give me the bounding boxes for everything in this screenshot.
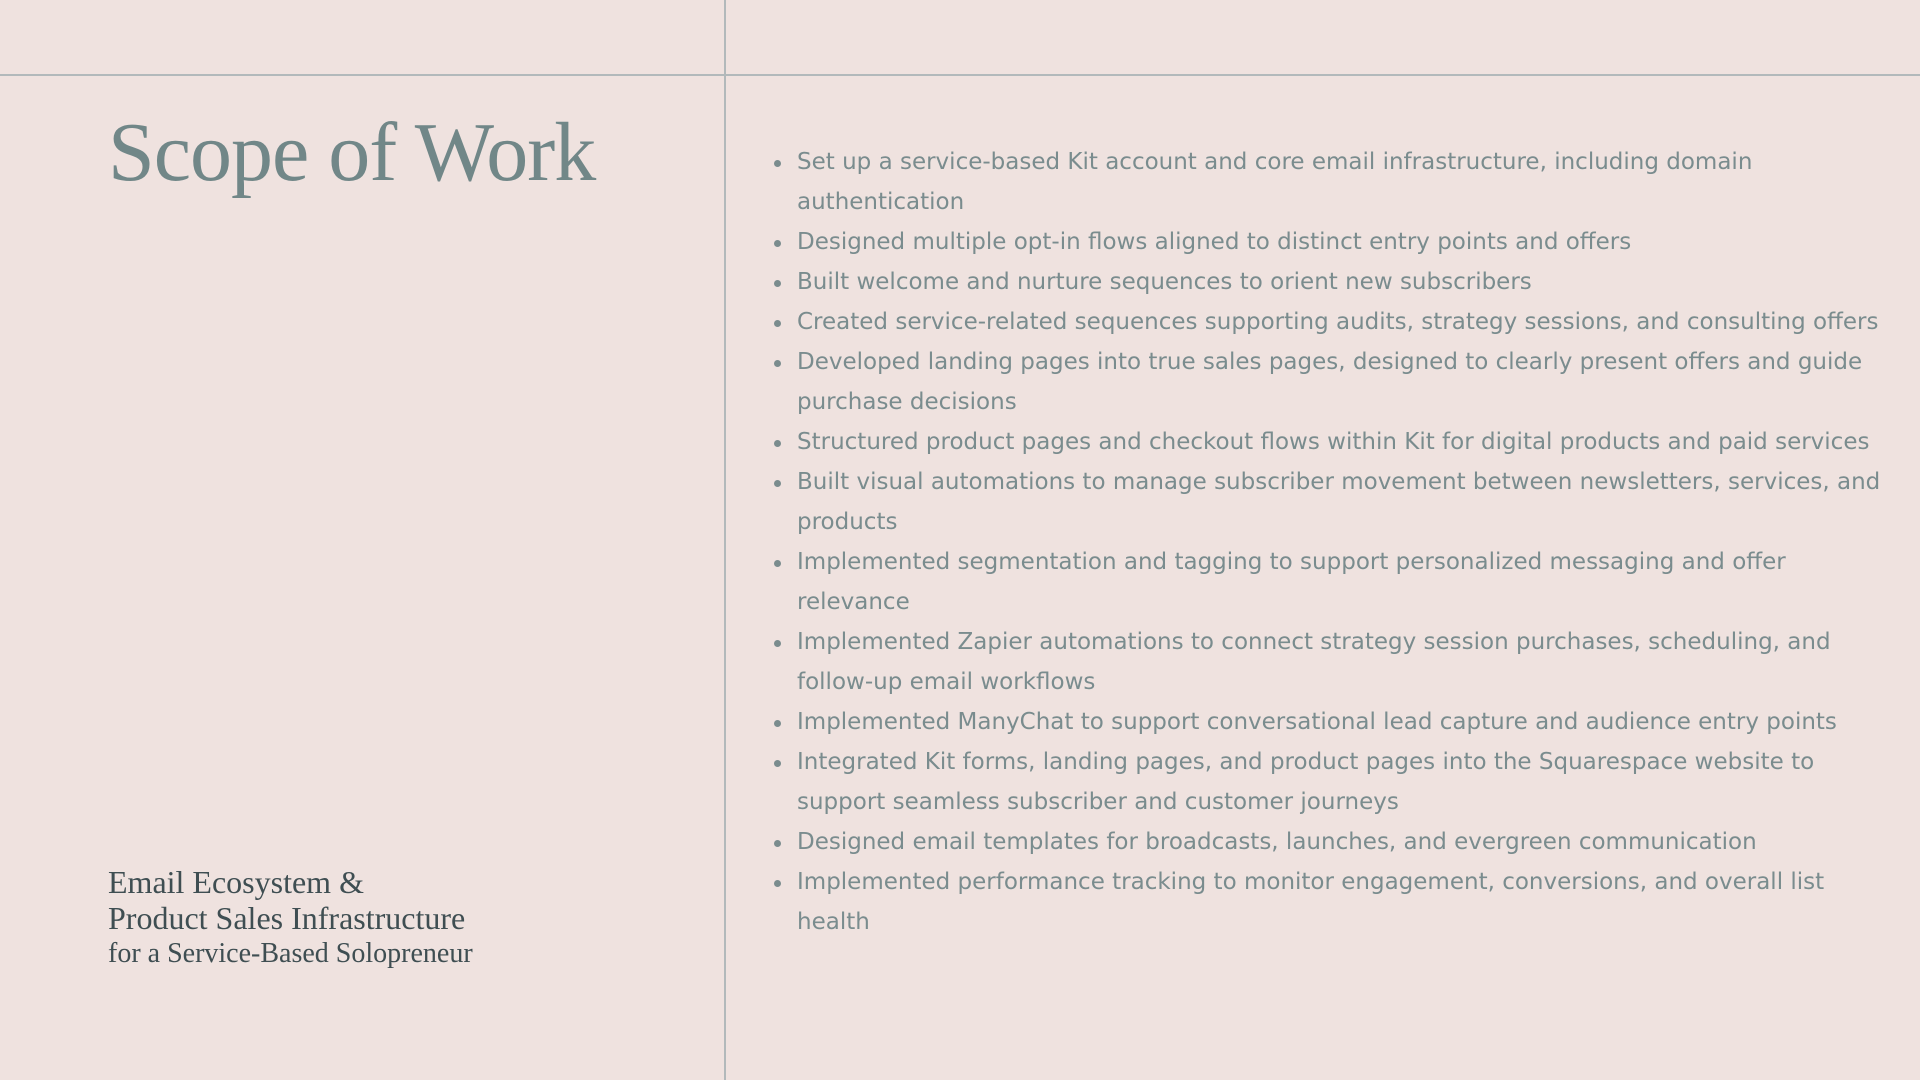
subtitle-line-2: Product Sales Infrastructure [108, 900, 466, 936]
subtitle-line-3: for a Service-Based Solopreneur [108, 938, 473, 969]
vertical-divider [724, 0, 726, 1080]
scope-item: Implemented Zapier automations to connect strategy session purchases, scheduling, and follow-up email workflows [797, 622, 1897, 702]
scope-item: Set up a service-based Kit account and core email infrastructure, including domain authentication [797, 142, 1897, 222]
horizontal-divider [0, 74, 1920, 76]
scope-item: Designed email templates for broadcasts, launches, and evergreen communication [797, 822, 1897, 862]
scope-item: Implemented ManyChat to support conversational lead capture and audience entry points [797, 702, 1897, 742]
scope-item: Developed landing pages into true sales pages, designed to clearly present offers and guide purchase decisions [797, 342, 1897, 422]
scope-item: Implemented performance tracking to monitor engagement, conversions, and overall list health [797, 862, 1897, 942]
scope-item: Built welcome and nurture sequences to orient new subscribers [797, 262, 1897, 302]
project-subtitle [108, 864, 473, 972]
scope-item: Built visual automations to manage subscriber movement between newsletters, services, and products [797, 462, 1897, 542]
scope-item: Designed multiple opt-in flows aligned to distinct entry points and offers [797, 222, 1897, 262]
scope-item: Created service-related sequences supporting audits, strategy sessions, and consulting offers [797, 302, 1897, 342]
scope-item: Implemented segmentation and tagging to support personalized messaging and offer relevance [797, 542, 1897, 622]
subtitle-line-1: Email Ecosystem & [108, 864, 364, 900]
page-title: Scope of Work [108, 106, 596, 199]
scope-item: Integrated Kit forms, landing pages, and product pages into the Squarespace website to support seamless subscriber and customer journeys [797, 742, 1897, 822]
scope-list [774, 142, 1897, 942]
scope-item: Structured product pages and checkout flows within Kit for digital products and paid services [797, 422, 1897, 462]
